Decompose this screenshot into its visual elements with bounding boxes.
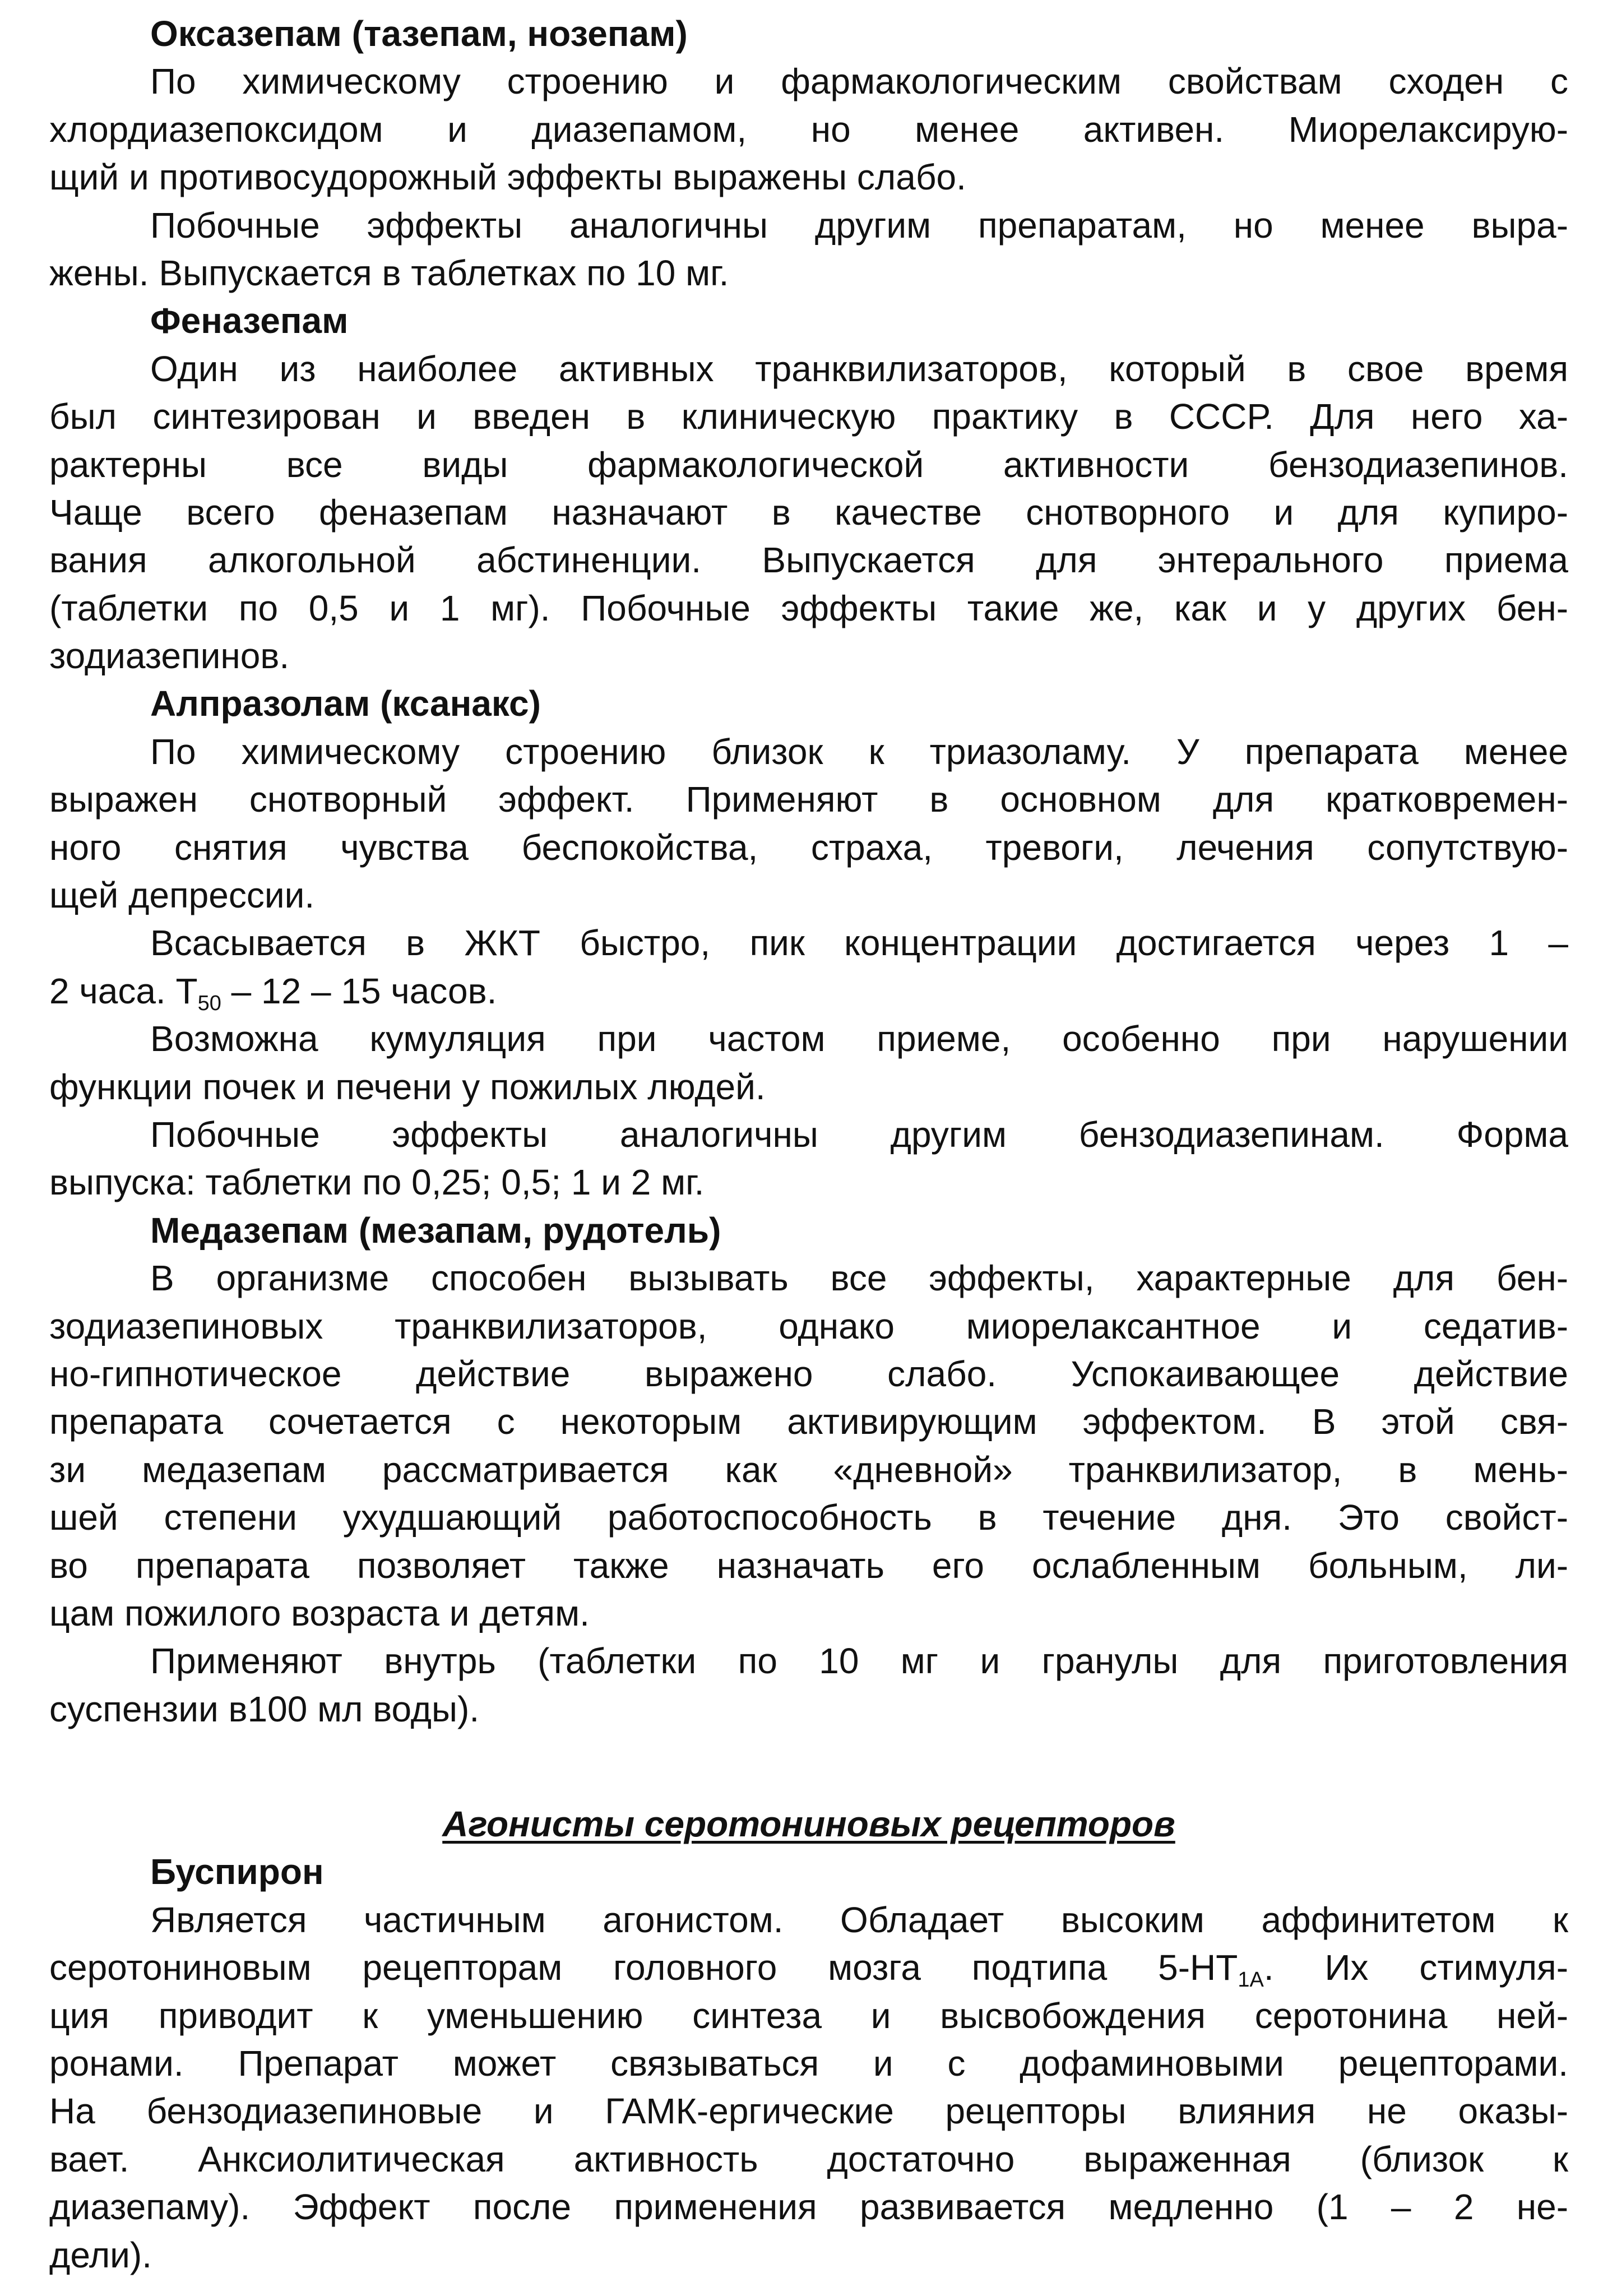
alprazolam-line-10: выпуска: таблетки по 0,25; 0,5; 1 и 2 мг. (49, 1162, 705, 1203)
document-page (49, 10, 1568, 2279)
alprazolam-line-3: ного снятия чувства беспокойства, страха, тревоги, лечения сопутствую- (49, 827, 1568, 868)
half-life-text-pre: 2 часа. Т (49, 970, 198, 1011)
buspirone-line-5: На бензодиазепиновые и ГАМК-ергические рецепторы влияния не оказы- (49, 2091, 1568, 2132)
medazepam-line-3: но-гипнотическое действие выражено слабо. Успокаивающее действие (49, 1353, 1568, 1394)
buspirone-line-7: диазепаму). Эффект после применения развивается медленно (1 – 2 не- (49, 2187, 1568, 2228)
oxazepam-line-4: Побочные эффекты аналогичны другим препаратам, но менее выра- (150, 205, 1568, 246)
oxazepam-line-3: щий и противосудорожный эффекты выражены слабо. (49, 157, 966, 198)
section-spacer (49, 1733, 1568, 1800)
phenazepam-line-2: был синтезирован и введен в клиническую практику в СССР. Для него ха- (49, 396, 1568, 437)
medazepam-line-1: В организме способен вызывать все эффекты, характерные для бен- (150, 1258, 1568, 1299)
alprazolam-line-7: Возможна кумуляция при частом приеме, особенно при нарушении (150, 1019, 1568, 1059)
alprazolam-line-1: По химическому строению близок к триазоламу. У препарата менее (150, 731, 1568, 772)
phenazepam-line-3: рактерны все виды фармакологической активности бензодиазепинов. (49, 444, 1568, 485)
oxazepam-line-5: жены. Выпускается в таблетках по 10 мг. (49, 252, 729, 293)
medazepam-line-9: Применяют внутрь (таблетки по 10 мг и гранулы для приготовления (150, 1641, 1568, 1682)
medazepam-line-4: препарата сочетается с некоторым активирующим эффектом. В этой свя- (49, 1401, 1568, 1442)
buspirone-receptor-line (49, 1944, 1568, 1992)
receptor-text-pre: серотониновым рецепторам головного мозга подтипа 5-НТ (49, 1947, 1238, 1988)
receptor-subscript: 1А (1238, 1968, 1264, 1992)
buspirone-line-8: дели). (49, 2234, 152, 2275)
phenazepam-heading: Феназепам (150, 300, 349, 341)
phenazepam-line-4: Чаще всего феназепам назначают в качестве снотворного и для купиро- (49, 492, 1568, 533)
alprazolam-half-life-line (49, 968, 1568, 1015)
medazepam-line-10: суспензии в100 мл воды). (49, 1688, 480, 1729)
medazepam-line-7: во препарата позволяет также назначать его ослабленным больным, ли- (49, 1545, 1568, 1586)
alprazolam-line-2: выражен снотворный эффект. Применяют в основном для кратковремен- (49, 779, 1568, 820)
phenazepam-line-6: (таблетки по 0,5 и 1 мг). Побочные эффекты такие же, как и у других бен- (49, 587, 1568, 628)
oxazepam-line-2: хлордиазепоксидом и диазепамом, но менее активен. Миорелаксирую- (49, 109, 1568, 150)
phenazepam-line-1: Один из наиболее активных транквилизаторов, который в свое время (150, 348, 1568, 389)
alprazolam-line-5: Всасывается в ЖКТ быстро, пик концентрации достигается через 1 – (150, 923, 1568, 964)
medazepam-line-6: шей степени ухудшающий работоспособность в течение дня. Это свойст- (49, 1497, 1568, 1538)
oxazepam-heading: Оксазепам (тазепам, нозепам) (150, 13, 688, 54)
buspirone-line-6: вает. Анксиолитическая активность достаточно выраженная (близок к (49, 2138, 1568, 2179)
medazepam-heading: Медазепам (мезапам, рудотель) (150, 1210, 721, 1251)
receptor-text-post: . Их стимуля- (1263, 1947, 1569, 1988)
medazepam-line-8: цам пожилого возраста и детям. (49, 1593, 590, 1633)
phenazepam-line-7: зодиазепинов. (49, 636, 290, 677)
buspirone-heading: Буспирон (150, 1851, 324, 1892)
buspirone-line-3: ция приводит к уменьшению синтеза и высвобождения серотонина ней- (49, 1995, 1568, 2036)
medazepam-line-5: зи медазепам рассматривается как «дневной» транквилизатор, в мень- (49, 1449, 1568, 1490)
phenazepam-line-5: вания алкогольной абстиненции. Выпускается для энтерального приема (49, 540, 1568, 581)
buspirone-line-4: ронами. Препарат может связываться и с дофаминовыми рецепторами. (49, 2043, 1568, 2084)
medazepam-line-2: зодиазепиновых транквилизаторов, однако миорелаксантное и седатив- (49, 1306, 1568, 1346)
half-life-text-post: – 12 – 15 часов. (221, 970, 497, 1011)
section-heading: Агонисты серотониновых рецепторов (442, 1804, 1175, 1845)
half-life-subscript: 50 (197, 991, 221, 1015)
alprazolam-heading: Алпразолам (ксанакс) (150, 683, 541, 724)
alprazolam-line-8: функции почек и печени у пожилых людей. (49, 1066, 766, 1107)
alprazolam-line-4: щей депрессии. (49, 875, 315, 916)
alprazolam-line-9: Побочные эффекты аналогичны другим бензодиазепинам. Форма (150, 1114, 1568, 1155)
buspirone-line-1: Является частичным агонистом. Обладает высоким аффинитетом к (150, 1899, 1568, 1940)
oxazepam-line-1: По химическому строению и фармакологическим свойствам сходен с (150, 61, 1568, 102)
